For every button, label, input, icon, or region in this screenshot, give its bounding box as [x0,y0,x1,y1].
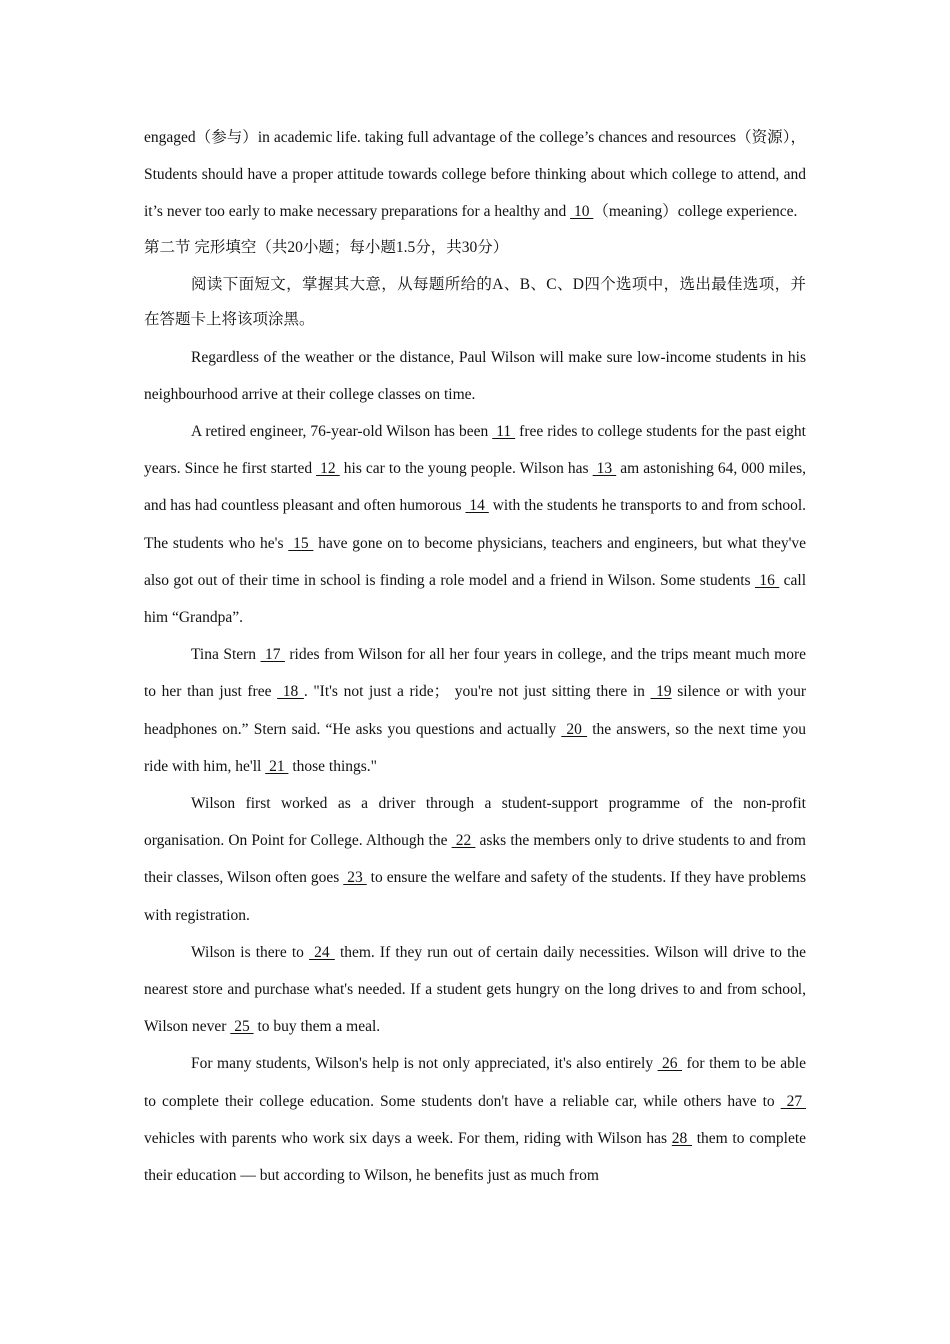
blank-12: 12 [316,460,340,478]
blank-14: 14 [465,497,489,515]
section-heading: 第二节 完形填空（共20小题；每小题1.5分，共30分） [144,238,509,256]
blank-26: 26 [657,1055,683,1073]
cloze-paragraph-5: Wilson is there to 24 them. If they run out of certain daily necessities. Wilson will drive to the nearest store and purchase what's needed. If a student gets hungry on the long drives to and from school, Wilson never 25 to buy them a meal. [144,943,807,1036]
blank-16: 16 [754,571,780,589]
blank-13: 13 [592,460,617,478]
section-instructions: 阅读下面短文，掌握其大意，从每题所给的A、B、C、D四个选项中，选出最佳选项，并在答题卡上将该项涂黑。 [144,275,806,328]
previous-passage-ending [144,119,806,231]
cloze-paragraph-6: For many students, Wilson's help is not only appreciated, it's also entirely 26 for them to be able to complete their college education. Some students don't have a reliable car, while others have to 27 vehicles with parents who work six days a week. For them, riding with Wilson has 28 them to complete their education — but according to Wilson, he benefits just as much from [144,1055,807,1185]
passage-text: engaged（参与）in academic life. taking full advantage of the college’s chances and resources（资源）， Students should have a proper attitude towards college before thinking about which college to attend, and it’s never too early to make necessary preparations for a healthy and [144,129,806,221]
blank-25: 25 [230,1018,254,1036]
blank-24: 24 [309,943,335,961]
cloze-paragraph-1: Regardless of the weather or the distance, Paul Wilson will make sure low-income students in his neighbourhood arrive at their college classes on time. [144,348,806,403]
blank-10: 10 [570,203,594,221]
blank-19: 19 [650,683,672,701]
cloze-paragraph-3: Tina Stern 17 rides from Wilson for all her four years in college, and the trips meant much more to her than just free 18 . "It's not just a ride； you're not just sitting there in 19 silence or with your headphones on.” Stern said. “He asks you questions and actually 20 the answers, so the next time you ride with him, he'll 21 those things." [144,646,807,775]
blank-17: 17 [260,646,285,664]
blank-15: 15 [288,534,314,552]
blank-23: 23 [343,869,367,887]
cloze-paragraph-4: Wilson first worked as a driver through a student-support programme of the non-profit organisation. On Point for College. Although the 22 asks the members only to drive students to and from their classes, Wilson often goes 23 to ensure the welfare and safety of the students. If they have problems with registration. [144,795,807,924]
passage-text: （meaning）college experience. [593,203,798,221]
cloze-paragraph-2: A retired engineer, 76-year-old Wilson has been 11 free rides to college students for the past eight years. Since he first started 12 his car to the young people. Wilson has 13 am astonishing 64, 000 miles, and has had countless pleasant and often humorous 14 with the students he transports to and from school. The students who he's 15 have gone on to become physicians, teachers and engineers, but what they've also got out of their time in school is finding a role model and a friend in Wilson. Some students 16 call him “Grandpa”. [144,423,807,627]
blank-21: 21 [265,757,289,775]
blank-18: 18 [277,683,304,701]
blank-20: 20 [561,720,588,738]
blank-28: 28 [671,1129,693,1147]
page-content [144,119,806,1194]
blank-22: 22 [451,832,476,850]
blank-27: 27 [780,1092,807,1110]
blank-11: 11 [492,423,516,441]
